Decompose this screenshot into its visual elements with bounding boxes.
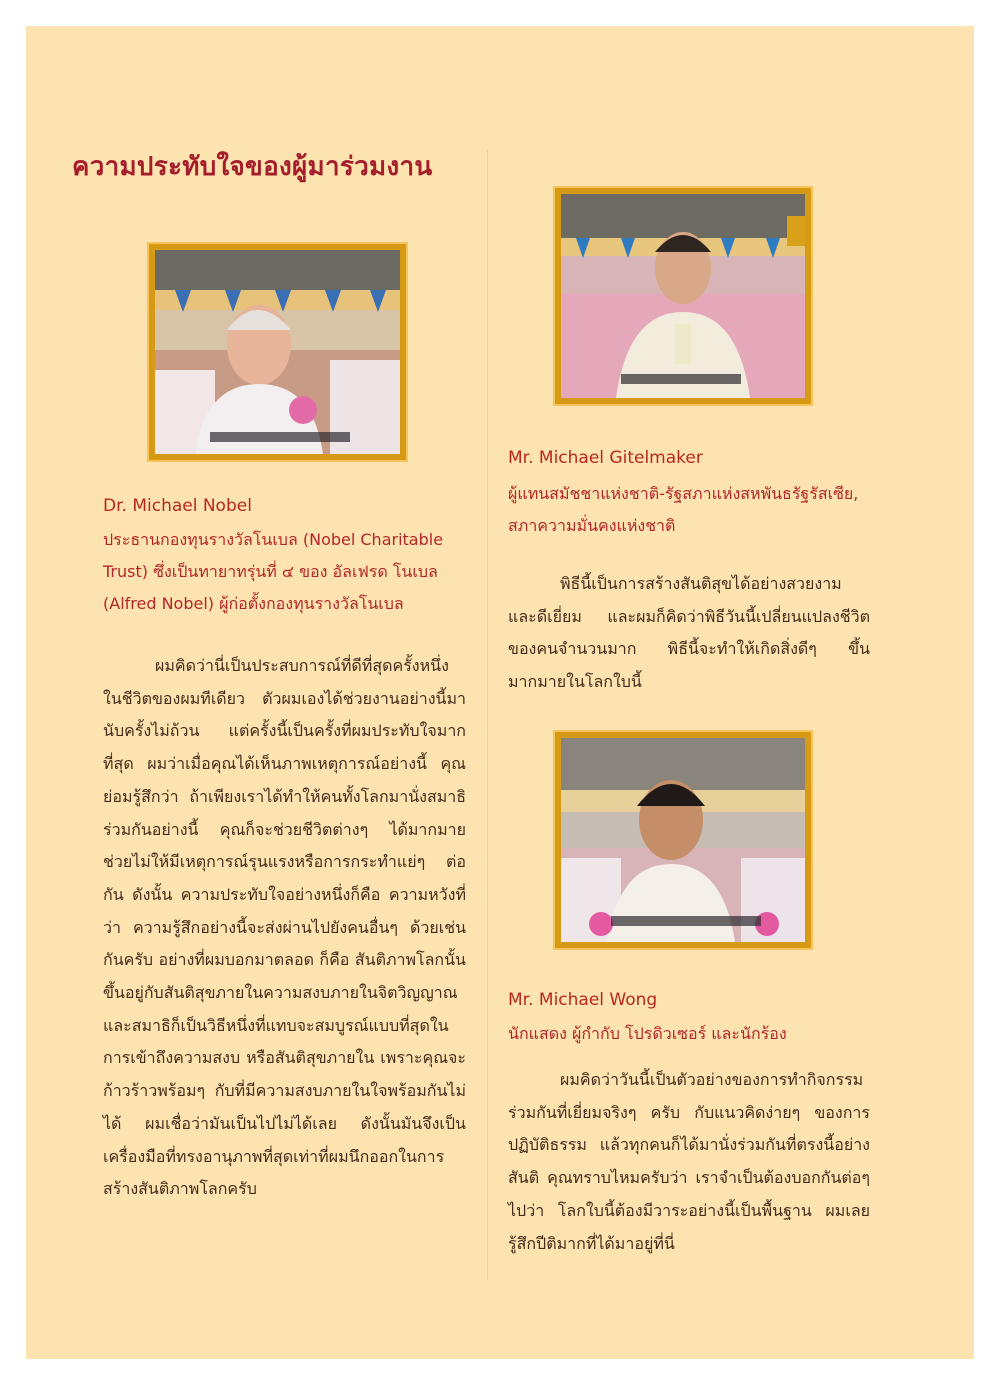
nobel-photo — [149, 244, 406, 460]
page-title: ความประทับใจของผู้มาร่วมงาน — [72, 152, 433, 182]
gitelmaker-name: Mr. Michael Gitelmaker — [508, 448, 703, 468]
nobel-quote-text: ผมคิดว่านี่เป็นประสบการณ์ที่ดีที่สุดครั้งหนึ่งในชีวิตของผมทีเดียว ตัวผมเองได้ช่วยงานอย่างนี้มานับครั้งไม่ถ้วน แต่ครั้งนี้เป็นครั้งที่ผมประทับใจมากที่สุด ผมว่าเมื่อคุณได้เห็นภาพเหตุการณ์อย่างนี้ คุณย่อมรู้สึกว่า ถ้าเพียงเราได้ทำให้คนทั้งโลกมานั่งสมาธิร่วมกันอย่างนี้ คุณก็จะช่วยชีวิตต่างๆ ได้มากมาย ช่วยไม่ให้มีเหตุการณ์รุนแรงหรือการกระทำแย่ๆ ต่อกัน ดังนั้น ความประทับใจอย่างหนึ่งก็คือ ความหวังที่ว่า ความรู้สึกอย่างนี้จะส่งผ่านไปยังคนอื่นๆ ด้วยเช่นกันครับ อย่างที่ผมบอกมาตลอด ก็คือ สันติภาพโลกนั้นขึ้นอยู่กับสันติสุขภายในความสงบภายในจิตวิญญาณและสมาธิก็เป็นวิธีหนึ่งที่แทบจะสมบูรณ์แบบที่สุดในการเข้าถึงความสงบ หรือสันติสุขภายใน เพราะคุณจะก้าวร้าวพร้อมๆ กับที่มีความสงบภายในใจพร้อมกันไม่ได้ ผมเชื่อว่ามันเป็นไปไม่ได้เลย ดังนั้นมันจึงเป็นเครื่องมือที่ทรงอานุภาพที่สุดเท่าที่ผมนึกออกในการสร้างสันติภาพโลกครับ — [103, 656, 466, 1199]
nobel-photo-image — [155, 250, 400, 454]
wong-photo — [555, 732, 811, 948]
gitelmaker-photo-image — [561, 194, 805, 398]
wong-name: Mr. Michael Wong — [508, 990, 658, 1010]
nobel-name: Dr. Michael Nobel — [103, 496, 252, 516]
gitelmaker-role: ผู้แทนสมัชชาแห่งชาติ-รัฐสภาแห่งสหพันธรัฐรัสเซีย, สภาความมั่นคงแห่งชาติ — [508, 484, 859, 535]
wong-role: นักแสดง ผู้กำกับ โปรดิวเซอร์ และนักร้อง — [508, 1024, 787, 1043]
gitelmaker-photo — [555, 188, 811, 404]
column-divider — [487, 150, 488, 1280]
wong-quote-text: ผมคิดว่าวันนี้เป็นตัวอย่างของการทำกิจกรรมร่วมกันที่เยี่ยมจริงๆ ครับ กับแนวคิดง่ายๆ ของการปฏิบัติธรรม แล้วทุกคนก็ได้มานั่งร่วมกันที่ตรงนี้อย่างสันติ คุณทราบไหมครับว่า เราจำเป็นต้องบอกกันต่อๆ ไปว่า โลกใบนี้ต้องมีวาระอย่างนี้เป็นพื้นฐาน ผมเลยรู้สึกปีติมากที่ได้มาอยู่ที่นี่ — [508, 1070, 870, 1253]
wong-quote — [508, 1064, 870, 1260]
nobel-role: ประธานกองทุนรางวัลโนเบล (Nobel Charitable Trust) ซึ่งเป็นทายาทรุ่นที่ ๔ ของ อัลเฟรด โนเบล (Alfred Nobel) ผู้ก่อตั้งกองทุนรางวัลโนเบล — [103, 530, 444, 613]
gitelmaker-quote — [508, 568, 870, 699]
wong-photo-image — [561, 738, 805, 942]
gitelmaker-quote-text: พิธีนี้เป็นการสร้างสันติสุขได้อย่างสวยงามและดีเยี่ยม และผมก็คิดว่าพิธีวันนี้เปลี่ยนแปลงชีวิตของคนจำนวนมาก พิธีนี้จะทำให้เกิดสิ่งดีๆ ขึ้นมากมายในโลกใบนี้ — [508, 574, 870, 692]
nobel-quote — [103, 650, 466, 1206]
